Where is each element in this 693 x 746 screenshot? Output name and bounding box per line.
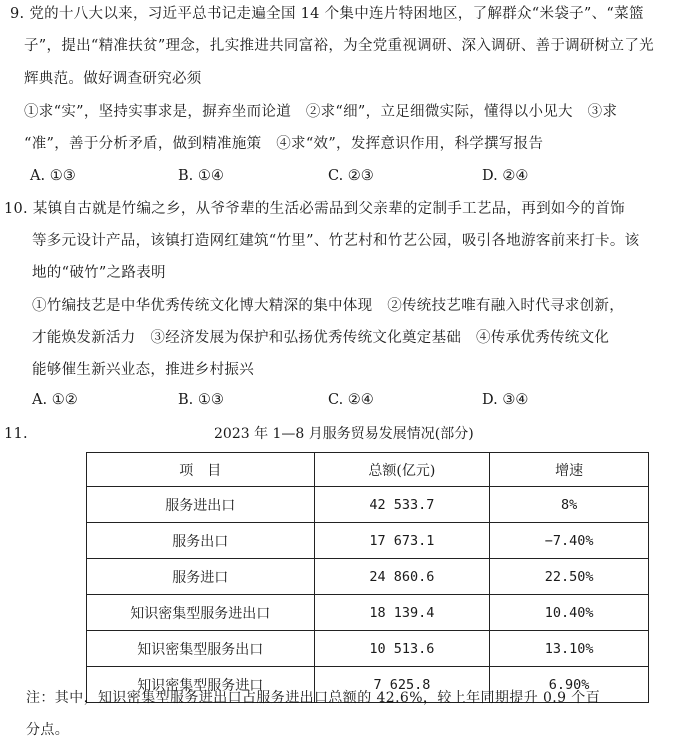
row-growth: 8% (490, 487, 649, 523)
row-item: 服务进出口 (87, 487, 315, 523)
q10-line-1: 10. 某镇自古就是竹编之乡，从爷爷辈的生活必需品到父亲辈的定制手工艺品，再到如今的首饰 (4, 201, 625, 217)
table-row (87, 559, 649, 595)
row-total: 24 860.6 (314, 559, 490, 595)
row-growth: 10.40% (490, 595, 649, 631)
q9-line-3: 辉典范。做好调查研究必须 (24, 71, 202, 87)
row-total: 10 513.6 (314, 631, 490, 667)
q10-option-d[interactable]: D. ③④ (482, 392, 529, 408)
row-total: 7 625.8 (314, 667, 490, 703)
row-total: 17 673.1 (314, 523, 490, 559)
row-total: 18 139.4 (314, 595, 490, 631)
row-item: 服务出口 (87, 523, 315, 559)
header-total: 总额(亿元) (314, 453, 490, 487)
q9-option-d[interactable]: D. ②④ (482, 168, 529, 184)
q10-line-3: 地的“破竹”之路表明 (32, 265, 166, 281)
q10-line-4: ①竹编技艺是中华优秀传统文化博大精深的集中体现 ②传统技艺唯有融入时代寻求创新， (32, 298, 624, 314)
row-total: 42 533.7 (314, 487, 490, 523)
q10-line-6: 能够催生新兴业态，推进乡村振兴 (32, 362, 254, 378)
table-row (87, 523, 649, 559)
table-note-line-2: 分点。 (26, 722, 70, 738)
q11-number: 11. (4, 426, 28, 442)
q9-option-b[interactable]: B. ①④ (178, 168, 224, 184)
header-growth: 增速 (490, 453, 649, 487)
service-trade-table (86, 452, 649, 703)
row-growth: 6.90% (490, 667, 649, 703)
header-item: 项 目 (87, 453, 315, 487)
table-title: 2023 年 1—8 月服务贸易发展情况(部分) (214, 426, 474, 442)
q10-option-c[interactable]: C. ②④ (328, 392, 374, 408)
q10-line-5: 才能焕发新活力 ③经济发展为保护和弘扬优秀传统文化奠定基础 ④传承优秀传统文化 (32, 330, 610, 346)
table-row (87, 595, 649, 631)
row-item: 知识密集型服务出口 (87, 631, 315, 667)
q9-line-5: “准”，善于分析矛盾，做到精准施策 ④求“效”，发挥意识作用，科学撰写报告 (24, 136, 544, 152)
table-row (87, 487, 649, 523)
q9-line-2: 子”，提出“精准扶贫”理念，扎实推进共同富裕，为全党重视调研、深入调研、善于调研树立了光 (24, 38, 654, 54)
q9-option-c[interactable]: C. ②③ (328, 168, 374, 184)
q9-line-4: ①求“实”，坚持实事求是，摒弃坐而论道 ②求“细”，立足细微实际，懂得以小见大 ③求 (24, 104, 618, 120)
row-item: 知识密集型服务进出口 (87, 595, 315, 631)
q10-option-a[interactable]: A. ①② (32, 392, 78, 408)
q9-line-1: 9. 党的十八大以来，习近平总书记走遍全国 14 个集中连片特困地区，了解群众“米袋子”、“菜篮 (10, 6, 644, 22)
q10-line-2: 等多元设计产品，该镇打造网红建筑“竹里”、竹艺村和竹艺公园，吸引各地游客前来打卡。该 (32, 233, 640, 249)
q10-option-b[interactable]: B. ①③ (178, 392, 224, 408)
row-item: 服务进口 (87, 559, 315, 595)
row-growth: −7.40% (490, 523, 649, 559)
row-growth: 22.50% (490, 559, 649, 595)
table-row (87, 631, 649, 667)
row-item: 知识密集型服务进口 (87, 667, 315, 703)
row-growth: 13.10% (490, 631, 649, 667)
q9-option-a[interactable]: A. ①③ (30, 168, 76, 184)
table-note-line-1: 注：其中，知识密集型服务进出口占服务进出口总额的 42.6%，较上年同期提升 0.9 个百 (26, 690, 601, 706)
table-header-row (87, 453, 649, 487)
